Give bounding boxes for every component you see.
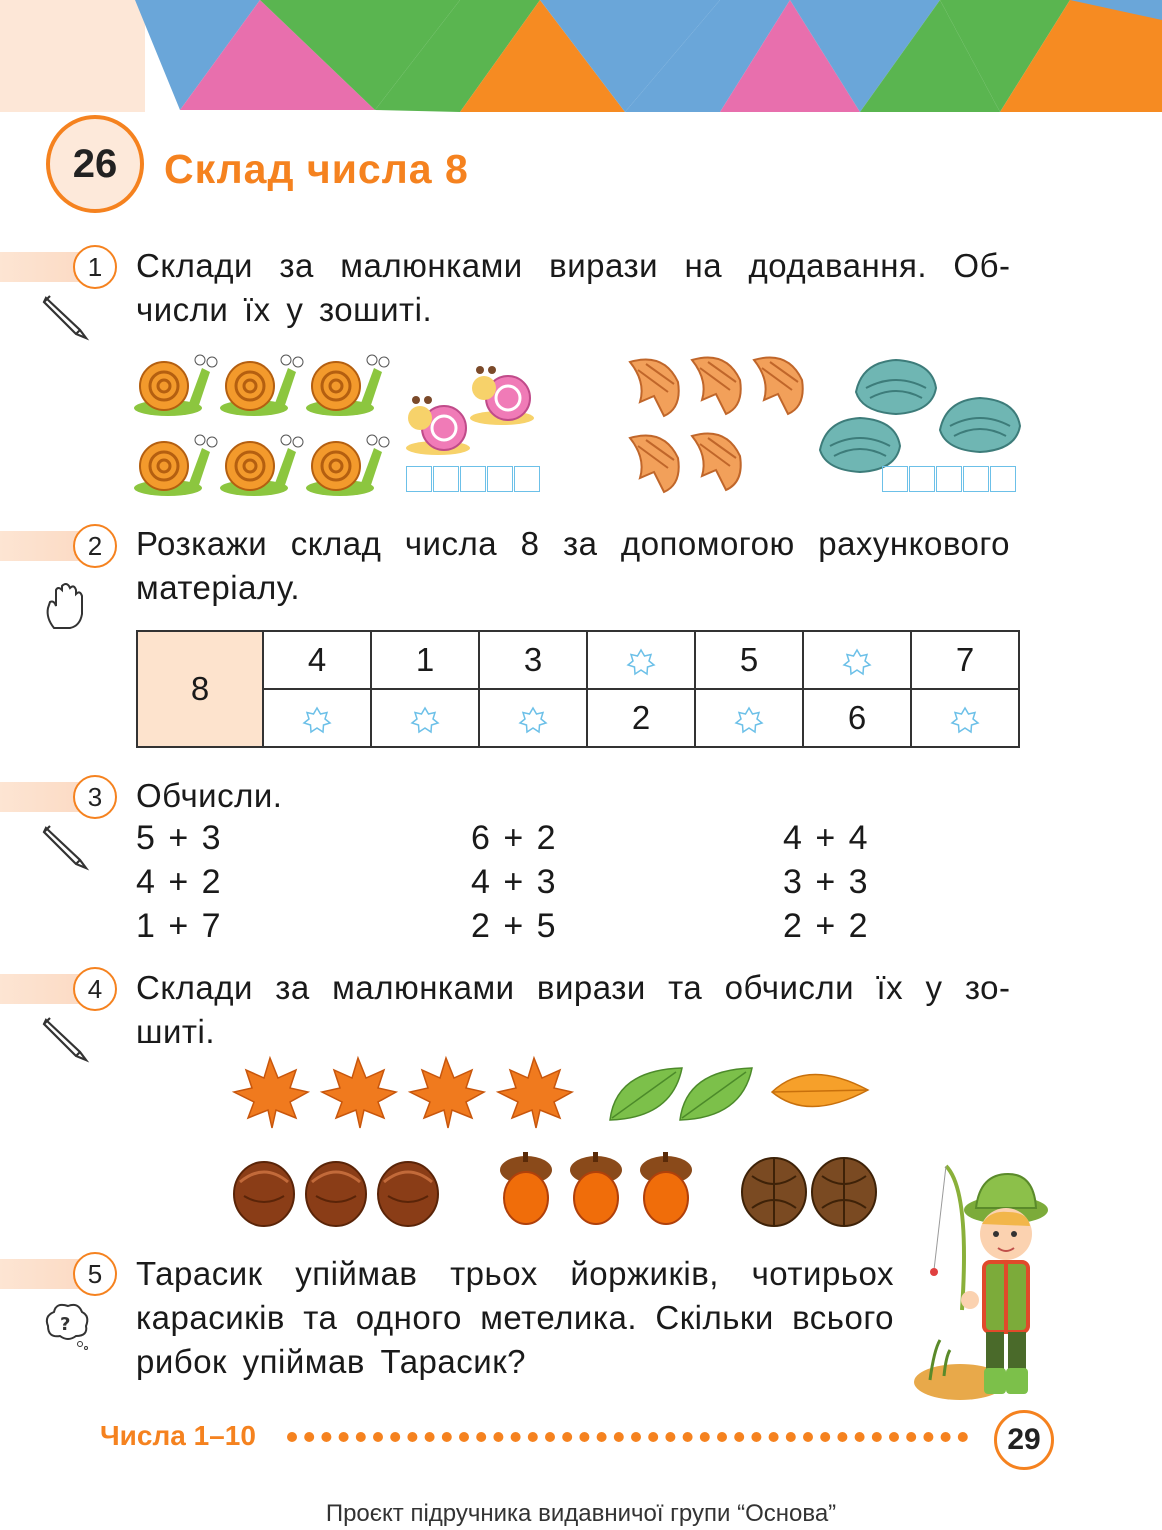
footer-dot (614, 1432, 624, 1442)
star-icon (950, 705, 980, 735)
footer-dot (820, 1432, 830, 1442)
footer-dot (373, 1432, 383, 1442)
math-expression: 2 + 5 (471, 907, 558, 945)
page-number: 29 (994, 1410, 1054, 1470)
expression-column (136, 816, 223, 948)
table-cell: 4 (263, 631, 371, 689)
footer-dot (579, 1432, 589, 1442)
footer-dot (442, 1432, 452, 1442)
table-cell: 7 (911, 631, 1019, 689)
math-expression: 3 + 3 (783, 863, 870, 901)
math-expression: 4 + 3 (471, 863, 558, 901)
question-bubble-icon (40, 1298, 92, 1350)
leaves-illustration (228, 1052, 888, 1132)
footer-dot (648, 1432, 658, 1442)
math-expression: 1 + 7 (136, 907, 223, 945)
publisher-credit: Проєкт підручника видавничої групи “Основа” (325, 1500, 837, 1527)
footer-dot (407, 1432, 417, 1442)
footer-dot (528, 1432, 538, 1442)
footer-dot (597, 1432, 607, 1442)
footer-dot (459, 1432, 469, 1442)
table-cell: 2 (587, 689, 695, 747)
task-text: Склади за малюнками вирази та обчисли їх у зошиті. (136, 969, 1010, 1050)
footer-dot (339, 1432, 349, 1442)
nuts-illustration (232, 1150, 882, 1230)
table-cell: 6 (803, 689, 911, 747)
blank-star-cell[interactable] (479, 689, 587, 747)
footer-dot (872, 1432, 882, 1442)
star-icon (410, 705, 440, 735)
expression-column (783, 816, 870, 948)
math-expression: 2 + 2 (783, 907, 870, 945)
footer-dotted-line (286, 1412, 986, 1462)
math-expression: 5 + 3 (136, 819, 223, 857)
answer-boxes (882, 466, 1017, 492)
math-expression: 6 + 2 (471, 819, 558, 857)
task-number-badge: 3 (73, 775, 117, 819)
table-cell: 3 (479, 631, 587, 689)
answer-boxes (406, 466, 541, 492)
footer-dot (390, 1432, 400, 1442)
pencil-icon (40, 1012, 92, 1064)
task-text: Розкажи склад числа 8 за допомогою рахункового матеріалу. (136, 525, 1010, 606)
table-total-cell: 8 (137, 631, 263, 747)
footer-dot (786, 1432, 796, 1442)
lesson-number-badge: 26 (46, 115, 144, 213)
task-text: Склади за малюнками вирази на додавання. Обчисли їх у зошиті. (136, 247, 1010, 328)
footer-dot (717, 1432, 727, 1442)
blank-star-cell[interactable] (911, 689, 1019, 747)
table-cell: 5 (695, 631, 803, 689)
footer-dot (476, 1432, 486, 1442)
star-icon (734, 705, 764, 735)
footer-dot (304, 1432, 314, 1442)
footer-dot (562, 1432, 572, 1442)
footer-dot (631, 1432, 641, 1442)
footer-dot (511, 1432, 521, 1442)
footer-dot (665, 1432, 675, 1442)
footer-dot (941, 1432, 951, 1442)
pencil-icon (40, 820, 92, 872)
footer-dot (425, 1432, 435, 1442)
footer-dot (889, 1432, 899, 1442)
footer-dot (769, 1432, 779, 1442)
svg-text:?: ? (60, 1314, 71, 1335)
blank-star-cell[interactable] (371, 689, 479, 747)
footer-dot (493, 1432, 503, 1442)
footer-dot (906, 1432, 916, 1442)
footer-dot (700, 1432, 710, 1442)
blank-star-cell[interactable] (803, 631, 911, 689)
blank-star-cell[interactable] (587, 631, 695, 689)
footer-dot (321, 1432, 331, 1442)
blank-star-cell[interactable] (695, 689, 803, 747)
math-expression: 4 + 2 (136, 863, 223, 901)
footer-dot (837, 1432, 847, 1442)
expression-column (471, 816, 558, 948)
star-icon (302, 705, 332, 735)
task-text: Обчисли. (136, 777, 283, 814)
task-number-badge: 1 (73, 245, 117, 289)
footer-dot (923, 1432, 933, 1442)
footer-dot (734, 1432, 744, 1442)
footer-dot (751, 1432, 761, 1442)
lesson-title: Склад числа 8 (164, 146, 469, 192)
footer-dot (356, 1432, 366, 1442)
task-number-badge: 5 (73, 1252, 117, 1296)
footer-dot (545, 1432, 555, 1442)
table-cell: 1 (371, 631, 479, 689)
footer-dot (803, 1432, 813, 1442)
blank-star-cell[interactable] (263, 689, 371, 747)
task-text: Тарасик упіймав трьох йоржиків, чотирьох карасиків та одного метелика. Скільки всього рибок упіймав Тарасик? (136, 1255, 894, 1380)
math-expression: 4 + 4 (783, 819, 870, 857)
footer-dot (958, 1432, 968, 1442)
footer-dot (855, 1432, 865, 1442)
star-icon (518, 705, 548, 735)
footer-dot (683, 1432, 693, 1442)
hand-icon (40, 580, 92, 632)
task-number-badge: 4 (73, 967, 117, 1011)
star-icon (626, 647, 656, 677)
footer-dot (287, 1432, 297, 1442)
section-label: Числа 1–10 (100, 1420, 256, 1451)
number-composition-table (136, 630, 1020, 748)
task-number-badge: 2 (73, 524, 117, 568)
fishing-boy-illustration (910, 1160, 1060, 1400)
star-icon (842, 647, 872, 677)
decorative-banner (0, 0, 1162, 112)
pencil-icon (40, 290, 92, 342)
